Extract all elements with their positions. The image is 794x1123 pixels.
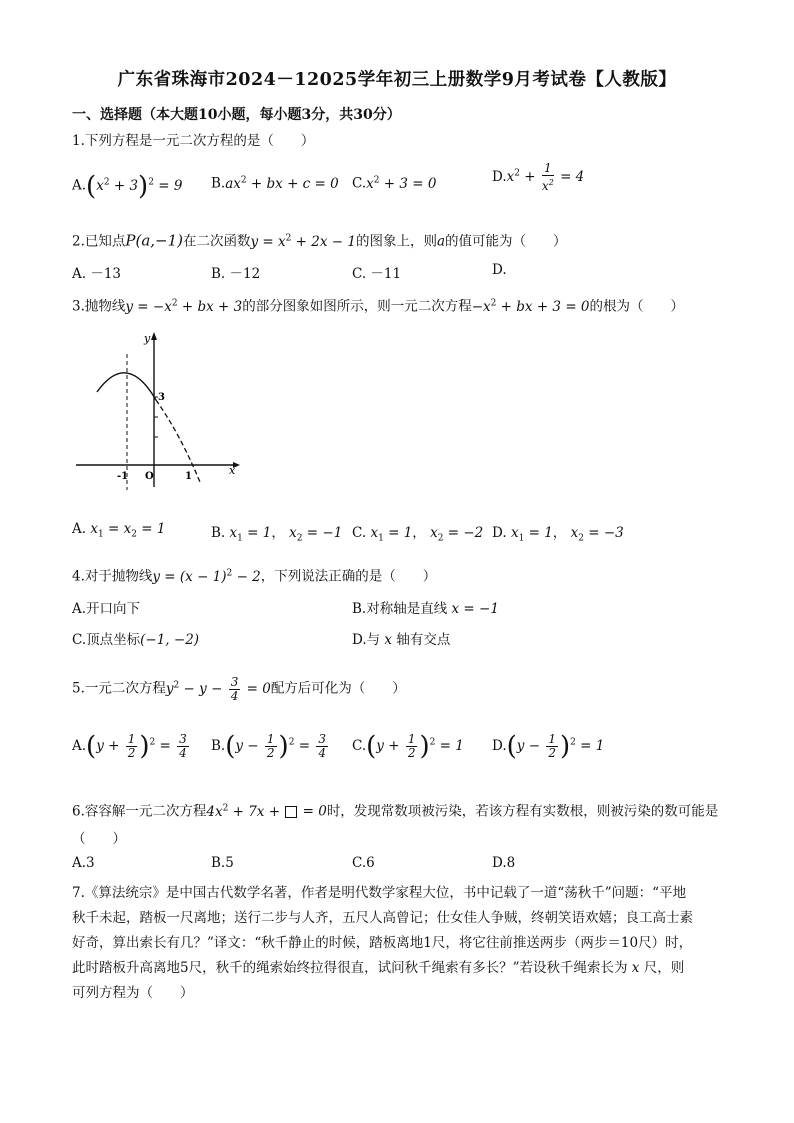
q2-option-d: D. <box>492 262 507 278</box>
q5-option-a: A.(y + $\frac{1}{2}$ )$^2$ = $\frac{3}{4}$ <box>72 731 187 762</box>
y-axis-arrow <box>151 332 157 340</box>
q3-option-c: C. $x_1 = 1$， $x_2 = -2$ <box>352 525 484 544</box>
q1-option-c: $C.x^2 + 3 = 0$ <box>352 175 437 192</box>
q4-option-d: D.与 x 轴有交点 <box>352 632 451 648</box>
x-axis-label: x <box>229 464 236 477</box>
q4-option-a: A.开口向下 <box>72 601 141 617</box>
q7-line-4: 此时踏板升高离地5尺，秋千的绳索始终拉得很直，试问秋千绳索有多长？”若设秋千绳索长为 x 尺，则 <box>72 960 685 976</box>
y-tick-label: 3 <box>158 392 165 403</box>
origin-label: O <box>145 471 154 482</box>
q4-option-b: B.对称轴是直线 x = −1 <box>352 601 499 617</box>
q2-option-c: C. －11 <box>352 266 402 282</box>
q4-option-c: C.顶点坐标(−1, −2) <box>72 632 200 648</box>
question-1-stem: 1.下列方程是一元二次方程的是（ ） <box>72 133 315 149</box>
y-axis-label: y <box>144 332 151 345</box>
question-2-stem: 2.已知点P(a,−1)在二次函数$y = x^2 + 2x - 1$的图象上，则a的值可能为（ ） <box>72 231 567 250</box>
q6-option-c: C.6 <box>352 855 375 871</box>
q7-line-3: 好奇，算出索长有几？”译文：“秋千静止的时候，踏板离地1尺，将它往前推送两步（两步＝10尺）时， <box>72 935 693 951</box>
x-neg-tick-label: -1 <box>117 471 129 482</box>
question-3-stem: 3.抛物线$y = -x^2$ + bx + 3的部分图象如图所示，则一元二次方程$-x^2$ + bx + 3 = 0的根为（ ） <box>72 298 685 315</box>
q6-option-d: D.8 <box>492 855 516 871</box>
q5-option-d: D.(y − $\frac{1}{2}$ )$^2$ = 1 <box>492 731 605 762</box>
q5-option-b: B.(y − $\frac{1}{2}$ )$^2$ = $\frac{3}{4}$ <box>211 731 326 762</box>
q2-option-b: B. －12 <box>211 266 261 282</box>
x-pos-tick-label: 1 <box>185 471 192 482</box>
section-heading: 一、选择题（本大题10小题，每小题3分，共30分） <box>72 107 401 123</box>
q3-option-d: D. $x_1 = 1$， $x_2 = -3$ <box>492 525 624 544</box>
q7-line-2: 秋千未起，踏板一尺离地；送行二步与人齐，五尺人高曾记；仕女佳人争贼，终朝笑语欢嬉；良工高士素 <box>72 910 693 926</box>
question-4-stem: 4.对于抛物线$y = (x - 1)^2 - 2$，下列说法正确的是（ ） <box>72 568 437 585</box>
q7-line-1: 7.《算法统宗》是中国古代数学名著，作者是明代数学家程大位，书中记载了一道“荡秋千”问题：“平地 <box>72 885 687 901</box>
page-title: 广东省珠海市2024－12025学年初三上册数学9月考试卷【人教版】 <box>117 70 677 90</box>
q2-option-a: A. －13 <box>72 266 122 282</box>
question-6-stem: 6.容容解一元二次方程$4x^2 + 7x$ + = 0时，发现常数项被污染，若该方程有实数根，则被污染的数可能是 <box>72 803 719 820</box>
question-7-stem <box>72 881 734 1006</box>
parabola-dashed <box>156 400 200 482</box>
q1-option-b: $B.ax^2$ + bx + c = 0 <box>211 175 339 192</box>
parabola-graph <box>72 322 247 492</box>
q1-option-d: $D.x^2$ + $\frac{1}{x^2}$ = 4 <box>492 161 585 193</box>
q3-option-a: A. $x_1 = x_2 = 1$ <box>72 521 166 540</box>
question-5-stem: 5.一元二次方程$y^2 - y$ − $\frac{3}{4}$ = 0配方后可化为（ ） <box>72 674 406 703</box>
q6-option-b: B.5 <box>211 855 234 871</box>
smudged-constant-box <box>285 806 297 818</box>
q5-option-c: C.(y + $\frac{1}{2}$ )$^2$ = 1 <box>352 731 464 762</box>
question-6-paren: （ ） <box>72 831 126 847</box>
q1-option-a: $A.(x^2 + 3)^2 = 9$ <box>72 171 183 201</box>
q3-option-b: B. $x_1 = 1$， $x_2 = -1$ <box>211 525 343 544</box>
q7-line-5: 可列方程为（ ） <box>72 985 194 1001</box>
q6-option-a: A.3 <box>72 855 95 871</box>
